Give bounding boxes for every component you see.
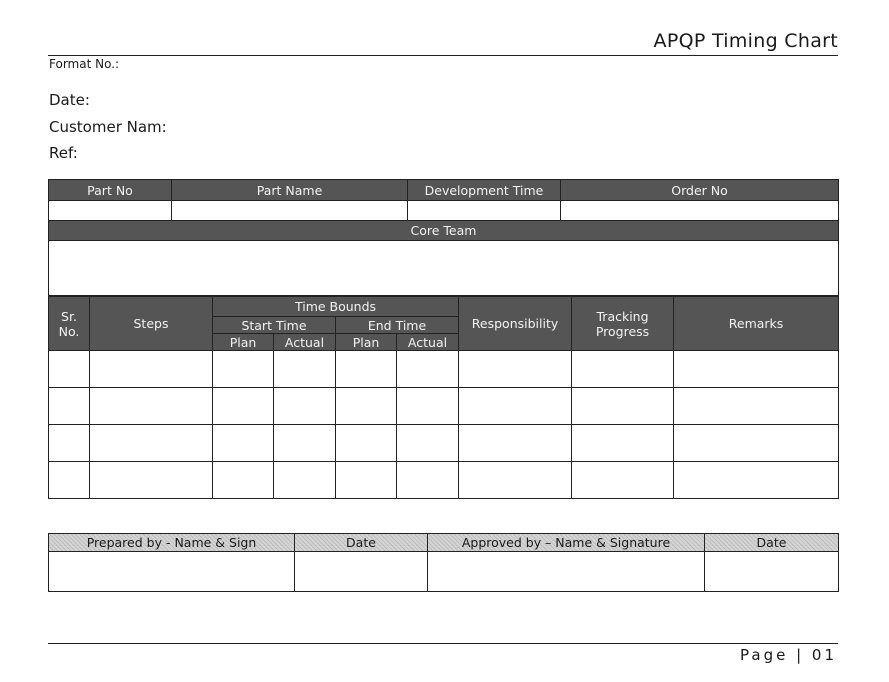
start-plan-cell[interactable] — [213, 425, 274, 462]
end-actual-cell[interactable] — [397, 388, 459, 425]
start-plan-header: Plan — [213, 334, 274, 351]
approved-by-cell[interactable] — [428, 552, 705, 592]
footer-rule — [48, 643, 838, 644]
part-no-header: Part No — [49, 180, 172, 201]
end-time-header: End Time — [336, 317, 459, 334]
tracking-progress-cell[interactable] — [572, 351, 674, 388]
remarks-cell[interactable] — [674, 388, 839, 425]
header-rule — [48, 55, 838, 56]
start-actual-cell[interactable] — [274, 388, 336, 425]
approved-date-header: Date — [705, 534, 839, 552]
customer-name-label: Customer Nam: — [49, 118, 167, 136]
approved-date-cell[interactable] — [705, 552, 839, 592]
end-actual-cell[interactable] — [397, 425, 459, 462]
table-row — [49, 462, 839, 499]
order-no-header: Order No — [561, 180, 839, 201]
prepared-by-header: Prepared by - Name & Sign — [49, 534, 295, 552]
sr-no-cell[interactable] — [49, 462, 90, 499]
end-actual-header: Actual — [397, 334, 459, 351]
tracking-progress-cell[interactable] — [572, 462, 674, 499]
core-team-header: Core Team — [49, 221, 839, 241]
steps-table — [48, 296, 839, 499]
prepared-date-header: Date — [295, 534, 428, 552]
tracking-progress-header: Tracking Progress — [572, 297, 674, 351]
end-plan-cell[interactable] — [336, 388, 397, 425]
start-actual-cell[interactable] — [274, 425, 336, 462]
start-actual-cell[interactable] — [274, 351, 336, 388]
steps-cell[interactable] — [90, 425, 213, 462]
start-plan-cell[interactable] — [213, 351, 274, 388]
part-no-cell[interactable] — [49, 201, 172, 221]
table-row — [49, 388, 839, 425]
end-actual-cell[interactable] — [397, 462, 459, 499]
end-plan-cell[interactable] — [336, 462, 397, 499]
sr-no-header: Sr. No. — [49, 297, 90, 351]
table-row — [49, 351, 839, 388]
sr-no-cell[interactable] — [49, 351, 90, 388]
document-title: APQP Timing Chart — [653, 30, 838, 52]
end-plan-cell[interactable] — [336, 425, 397, 462]
responsibility-cell[interactable] — [459, 388, 572, 425]
start-time-header: Start Time — [213, 317, 336, 334]
core-team-cell[interactable] — [49, 241, 839, 296]
steps-header: Steps — [90, 297, 213, 351]
start-plan-cell[interactable] — [213, 388, 274, 425]
steps-cell[interactable] — [90, 462, 213, 499]
signature-table — [48, 533, 839, 592]
tracking-progress-cell[interactable] — [572, 425, 674, 462]
sr-no-cell[interactable] — [49, 388, 90, 425]
responsibility-cell[interactable] — [459, 425, 572, 462]
steps-cell[interactable] — [90, 388, 213, 425]
steps-cell[interactable] — [90, 351, 213, 388]
remarks-cell[interactable] — [674, 351, 839, 388]
sr-no-cell[interactable] — [49, 425, 90, 462]
end-plan-cell[interactable] — [336, 351, 397, 388]
prepared-date-cell[interactable] — [295, 552, 428, 592]
format-no-label: Format No.: — [49, 57, 120, 71]
development-time-header: Development Time — [408, 180, 561, 201]
table-row — [49, 425, 839, 462]
start-plan-cell[interactable] — [213, 462, 274, 499]
end-actual-cell[interactable] — [397, 351, 459, 388]
page-number: Page | 01 — [740, 646, 837, 664]
approved-by-header: Approved by – Name & Signature — [428, 534, 705, 552]
remarks-cell[interactable] — [674, 425, 839, 462]
development-time-cell[interactable] — [408, 201, 561, 221]
start-actual-cell[interactable] — [274, 462, 336, 499]
responsibility-cell[interactable] — [459, 462, 572, 499]
order-no-cell[interactable] — [561, 201, 839, 221]
remarks-header: Remarks — [674, 297, 839, 351]
responsibility-cell[interactable] — [459, 351, 572, 388]
end-plan-header: Plan — [336, 334, 397, 351]
part-name-header: Part Name — [172, 180, 408, 201]
time-bounds-header: Time Bounds — [213, 297, 459, 317]
part-info-table — [48, 179, 839, 296]
ref-label: Ref: — [49, 144, 78, 162]
prepared-by-cell[interactable] — [49, 552, 295, 592]
tracking-progress-cell[interactable] — [572, 388, 674, 425]
part-name-cell[interactable] — [172, 201, 408, 221]
responsibility-header: Responsibility — [459, 297, 572, 351]
remarks-cell[interactable] — [674, 462, 839, 499]
date-label: Date: — [49, 91, 90, 109]
start-actual-header: Actual — [274, 334, 336, 351]
